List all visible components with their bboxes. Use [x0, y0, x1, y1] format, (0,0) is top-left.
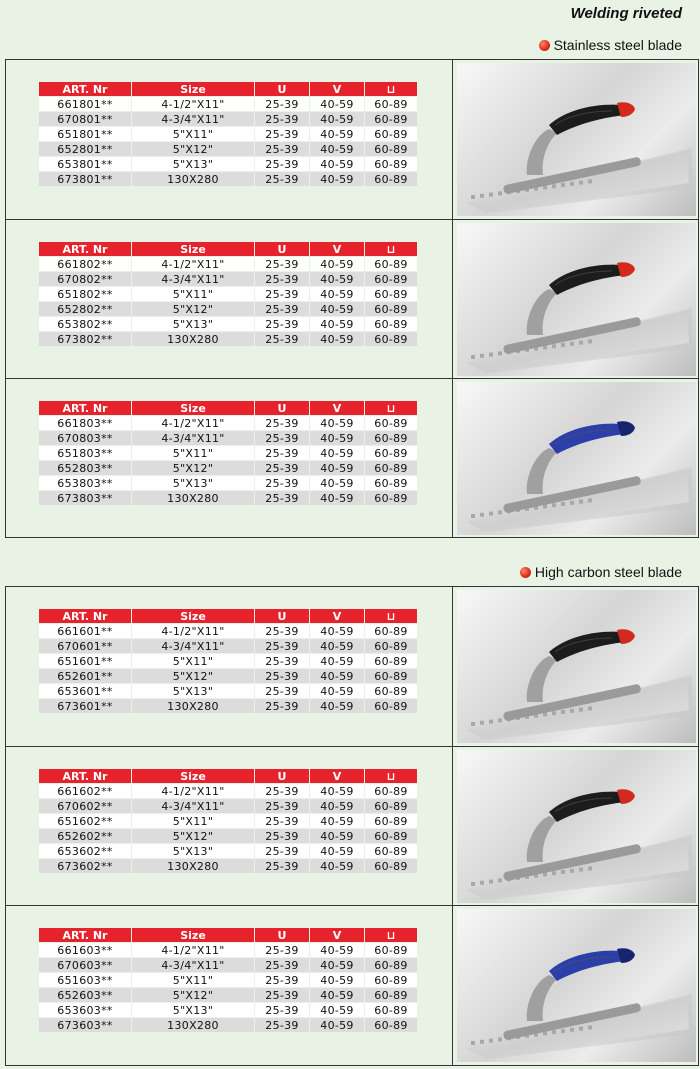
cell-art-nr: 653801**	[39, 157, 132, 172]
cell-w: 60-89	[365, 287, 418, 302]
table-row	[39, 859, 418, 874]
cell-size: 130X280	[132, 1018, 255, 1033]
cell-art-nr: 661801**	[39, 97, 132, 112]
trowel-illustration	[457, 63, 696, 216]
cell-v: 40-59	[310, 476, 365, 491]
table-row	[39, 112, 418, 127]
cell-size: 5"X12"	[132, 461, 255, 476]
column-header-w: ⊔	[365, 609, 418, 624]
cell-v: 40-59	[310, 332, 365, 347]
cell-art-nr: 661803**	[39, 416, 132, 431]
cell-v: 40-59	[310, 97, 365, 112]
trowel-illustration	[457, 382, 696, 535]
cell-v: 40-59	[310, 958, 365, 973]
cell-w: 60-89	[365, 112, 418, 127]
cell-v: 40-59	[310, 112, 365, 127]
cell-art-nr: 651802**	[39, 287, 132, 302]
cell-u: 25-39	[255, 943, 310, 958]
cell-v: 40-59	[310, 624, 365, 639]
table-row	[39, 1018, 418, 1033]
cell-art-nr: 670601**	[39, 639, 132, 654]
product-image	[457, 590, 696, 743]
cell-size: 4-3/4"X11"	[132, 431, 255, 446]
cell-art-nr: 670802**	[39, 272, 132, 287]
cell-size: 4-3/4"X11"	[132, 639, 255, 654]
cell-w: 60-89	[365, 844, 418, 859]
cell-u: 25-39	[255, 431, 310, 446]
cell-u: 25-39	[255, 272, 310, 287]
blade-type-label	[539, 37, 682, 53]
table-row	[39, 461, 418, 476]
cell-size: 5"X12"	[132, 669, 255, 684]
cell-u: 25-39	[255, 654, 310, 669]
cell-u: 25-39	[255, 973, 310, 988]
cell-v: 40-59	[310, 844, 365, 859]
table-row	[39, 654, 418, 669]
cell-size: 4-1/2"X11"	[132, 97, 255, 112]
cell-size: 4-3/4"X11"	[132, 799, 255, 814]
cell-art-nr: 673602**	[39, 859, 132, 874]
cell-v: 40-59	[310, 799, 365, 814]
cell-v: 40-59	[310, 639, 365, 654]
spec-table-area	[6, 906, 453, 1066]
table-row	[39, 157, 418, 172]
cell-w: 60-89	[365, 416, 418, 431]
cell-w: 60-89	[365, 302, 418, 317]
spec-table-area	[6, 220, 453, 379]
table-row	[39, 829, 418, 844]
cell-w: 60-89	[365, 699, 418, 714]
spec-table	[38, 927, 418, 1033]
cell-u: 25-39	[255, 416, 310, 431]
product-row	[6, 219, 698, 379]
column-header-v: V	[310, 242, 365, 257]
cell-size: 5"X13"	[132, 157, 255, 172]
column-header-v: V	[310, 928, 365, 943]
cell-u: 25-39	[255, 958, 310, 973]
cell-u: 25-39	[255, 669, 310, 684]
column-header-v: V	[310, 609, 365, 624]
cell-u: 25-39	[255, 784, 310, 799]
column-header-u: U	[255, 609, 310, 624]
column-header-w: ⊔	[365, 82, 418, 97]
column-header-u: U	[255, 769, 310, 784]
cell-w: 60-89	[365, 476, 418, 491]
cell-u: 25-39	[255, 302, 310, 317]
cell-v: 40-59	[310, 669, 365, 684]
table-row	[39, 684, 418, 699]
cell-size: 130X280	[132, 859, 255, 874]
cell-v: 40-59	[310, 784, 365, 799]
cell-w: 60-89	[365, 943, 418, 958]
table-row	[39, 699, 418, 714]
cell-size: 5"X11"	[132, 127, 255, 142]
cell-art-nr: 651602**	[39, 814, 132, 829]
cell-size: 4-3/4"X11"	[132, 112, 255, 127]
cell-v: 40-59	[310, 814, 365, 829]
cell-w: 60-89	[365, 446, 418, 461]
cell-w: 60-89	[365, 461, 418, 476]
cell-size: 4-1/2"X11"	[132, 624, 255, 639]
cell-u: 25-39	[255, 699, 310, 714]
table-row	[39, 844, 418, 859]
column-header-w: ⊔	[365, 242, 418, 257]
table-row	[39, 127, 418, 142]
cell-w: 60-89	[365, 97, 418, 112]
table-row	[39, 446, 418, 461]
column-header-w: ⊔	[365, 769, 418, 784]
cell-u: 25-39	[255, 257, 310, 272]
cell-size: 5"X11"	[132, 814, 255, 829]
product-row	[6, 905, 698, 1066]
cell-v: 40-59	[310, 829, 365, 844]
trowel-illustration	[457, 750, 696, 903]
cell-u: 25-39	[255, 624, 310, 639]
cell-w: 60-89	[365, 332, 418, 347]
page-title: Welding riveted	[570, 5, 682, 22]
cell-art-nr: 652602**	[39, 829, 132, 844]
column-header-u: U	[255, 82, 310, 97]
table-row	[39, 142, 418, 157]
table-row	[39, 272, 418, 287]
cell-art-nr: 652803**	[39, 461, 132, 476]
cell-v: 40-59	[310, 684, 365, 699]
cell-art-nr: 661802**	[39, 257, 132, 272]
cell-v: 40-59	[310, 157, 365, 172]
cell-u: 25-39	[255, 112, 310, 127]
column-header-size: Size	[132, 82, 255, 97]
cell-art-nr: 670801**	[39, 112, 132, 127]
cell-v: 40-59	[310, 287, 365, 302]
table-header-row	[39, 769, 418, 784]
product-group	[5, 59, 699, 538]
cell-v: 40-59	[310, 943, 365, 958]
column-header-size: Size	[132, 401, 255, 416]
table-row	[39, 1003, 418, 1018]
table-row	[39, 416, 418, 431]
cell-w: 60-89	[365, 859, 418, 874]
blade-type-label	[520, 564, 682, 580]
table-row	[39, 958, 418, 973]
cell-w: 60-89	[365, 988, 418, 1003]
cell-v: 40-59	[310, 127, 365, 142]
cell-w: 60-89	[365, 654, 418, 669]
cell-w: 60-89	[365, 958, 418, 973]
table-header-row	[39, 82, 418, 97]
cell-u: 25-39	[255, 332, 310, 347]
cell-art-nr: 652801**	[39, 142, 132, 157]
cell-art-nr: 653601**	[39, 684, 132, 699]
cell-art-nr: 652603**	[39, 988, 132, 1003]
cell-size: 5"X13"	[132, 317, 255, 332]
cell-w: 60-89	[365, 784, 418, 799]
spec-table	[38, 81, 418, 187]
cell-v: 40-59	[310, 431, 365, 446]
table-row	[39, 784, 418, 799]
cell-size: 5"X13"	[132, 1003, 255, 1018]
table-row	[39, 799, 418, 814]
table-row	[39, 476, 418, 491]
column-header-u: U	[255, 242, 310, 257]
cell-v: 40-59	[310, 446, 365, 461]
cell-v: 40-59	[310, 317, 365, 332]
cell-v: 40-59	[310, 988, 365, 1003]
cell-w: 60-89	[365, 799, 418, 814]
cell-art-nr: 653802**	[39, 317, 132, 332]
column-header-art-nr: ART. Nr	[39, 401, 132, 416]
cell-u: 25-39	[255, 799, 310, 814]
cell-size: 4-1/2"X11"	[132, 416, 255, 431]
cell-art-nr: 673802**	[39, 332, 132, 347]
cell-u: 25-39	[255, 476, 310, 491]
spec-table-area	[6, 587, 453, 746]
column-header-v: V	[310, 82, 365, 97]
bullet-dot-icon	[539, 40, 550, 51]
cell-size: 130X280	[132, 491, 255, 506]
cell-w: 60-89	[365, 257, 418, 272]
table-header-row	[39, 401, 418, 416]
table-row	[39, 302, 418, 317]
table-row	[39, 332, 418, 347]
cell-v: 40-59	[310, 699, 365, 714]
cell-art-nr: 652802**	[39, 302, 132, 317]
column-header-size: Size	[132, 769, 255, 784]
cell-w: 60-89	[365, 272, 418, 287]
cell-u: 25-39	[255, 814, 310, 829]
table-row	[39, 639, 418, 654]
spec-table	[38, 608, 418, 714]
cell-art-nr: 661601**	[39, 624, 132, 639]
cell-size: 5"X11"	[132, 287, 255, 302]
cell-u: 25-39	[255, 988, 310, 1003]
cell-w: 60-89	[365, 624, 418, 639]
column-header-art-nr: ART. Nr	[39, 242, 132, 257]
spec-table-area	[6, 379, 453, 538]
product-image	[457, 909, 696, 1062]
cell-v: 40-59	[310, 654, 365, 669]
bullet-dot-icon	[520, 567, 531, 578]
column-header-art-nr: ART. Nr	[39, 769, 132, 784]
cell-v: 40-59	[310, 172, 365, 187]
cell-size: 5"X13"	[132, 476, 255, 491]
cell-size: 5"X11"	[132, 654, 255, 669]
cell-size: 5"X11"	[132, 446, 255, 461]
cell-size: 5"X12"	[132, 142, 255, 157]
cell-u: 25-39	[255, 157, 310, 172]
column-header-size: Size	[132, 928, 255, 943]
cell-art-nr: 673803**	[39, 491, 132, 506]
cell-size: 5"X13"	[132, 684, 255, 699]
column-header-w: ⊔	[365, 928, 418, 943]
cell-u: 25-39	[255, 844, 310, 859]
cell-u: 25-39	[255, 829, 310, 844]
column-header-size: Size	[132, 609, 255, 624]
product-row	[6, 746, 698, 906]
cell-u: 25-39	[255, 97, 310, 112]
cell-w: 60-89	[365, 172, 418, 187]
blade-type-text: Stainless steel blade	[553, 37, 682, 53]
product-row	[6, 378, 698, 538]
cell-size: 4-1/2"X11"	[132, 784, 255, 799]
cell-size: 4-1/2"X11"	[132, 257, 255, 272]
cell-v: 40-59	[310, 257, 365, 272]
table-header-row	[39, 928, 418, 943]
cell-w: 60-89	[365, 157, 418, 172]
cell-u: 25-39	[255, 461, 310, 476]
table-header-row	[39, 242, 418, 257]
cell-size: 4-1/2"X11"	[132, 943, 255, 958]
trowel-illustration	[457, 223, 696, 376]
table-row	[39, 431, 418, 446]
cell-art-nr: 653603**	[39, 1003, 132, 1018]
cell-v: 40-59	[310, 491, 365, 506]
cell-w: 60-89	[365, 814, 418, 829]
cell-size: 5"X12"	[132, 302, 255, 317]
cell-art-nr: 651803**	[39, 446, 132, 461]
cell-art-nr: 673801**	[39, 172, 132, 187]
table-row	[39, 943, 418, 958]
cell-art-nr: 651601**	[39, 654, 132, 669]
cell-w: 60-89	[365, 491, 418, 506]
cell-art-nr: 652601**	[39, 669, 132, 684]
cell-size: 5"X12"	[132, 829, 255, 844]
product-row	[6, 587, 698, 746]
table-row	[39, 287, 418, 302]
table-row	[39, 317, 418, 332]
trowel-illustration	[457, 909, 696, 1062]
cell-v: 40-59	[310, 1018, 365, 1033]
cell-u: 25-39	[255, 1003, 310, 1018]
cell-u: 25-39	[255, 491, 310, 506]
table-row	[39, 624, 418, 639]
cell-art-nr: 651801**	[39, 127, 132, 142]
column-header-size: Size	[132, 242, 255, 257]
cell-art-nr: 661603**	[39, 943, 132, 958]
cell-u: 25-39	[255, 1018, 310, 1033]
table-row	[39, 172, 418, 187]
column-header-art-nr: ART. Nr	[39, 609, 132, 624]
cell-art-nr: 670602**	[39, 799, 132, 814]
cell-art-nr: 651603**	[39, 973, 132, 988]
cell-w: 60-89	[365, 829, 418, 844]
cell-w: 60-89	[365, 973, 418, 988]
column-header-art-nr: ART. Nr	[39, 928, 132, 943]
product-image	[457, 223, 696, 376]
cell-art-nr: 670603**	[39, 958, 132, 973]
cell-art-nr: 673601**	[39, 699, 132, 714]
column-header-v: V	[310, 769, 365, 784]
table-row	[39, 257, 418, 272]
cell-w: 60-89	[365, 1003, 418, 1018]
cell-w: 60-89	[365, 127, 418, 142]
blade-type-text: High carbon steel blade	[534, 564, 682, 580]
cell-size: 130X280	[132, 332, 255, 347]
cell-u: 25-39	[255, 287, 310, 302]
table-row	[39, 97, 418, 112]
cell-w: 60-89	[365, 431, 418, 446]
column-header-u: U	[255, 401, 310, 416]
table-row	[39, 669, 418, 684]
cell-art-nr: 673603**	[39, 1018, 132, 1033]
spec-table-area	[6, 747, 453, 906]
product-image	[457, 382, 696, 535]
spec-table	[38, 400, 418, 506]
cell-w: 60-89	[365, 317, 418, 332]
cell-v: 40-59	[310, 973, 365, 988]
cell-u: 25-39	[255, 639, 310, 654]
product-image	[457, 750, 696, 903]
cell-u: 25-39	[255, 142, 310, 157]
column-header-w: ⊔	[365, 401, 418, 416]
table-row	[39, 814, 418, 829]
cell-size: 5"X11"	[132, 973, 255, 988]
spec-table	[38, 241, 418, 347]
cell-u: 25-39	[255, 127, 310, 142]
trowel-illustration	[457, 590, 696, 743]
cell-art-nr: 670803**	[39, 431, 132, 446]
product-row	[6, 60, 698, 219]
cell-v: 40-59	[310, 859, 365, 874]
cell-size: 130X280	[132, 699, 255, 714]
cell-size: 5"X13"	[132, 844, 255, 859]
cell-v: 40-59	[310, 142, 365, 157]
product-group	[5, 586, 699, 1066]
cell-w: 60-89	[365, 669, 418, 684]
column-header-u: U	[255, 928, 310, 943]
table-row	[39, 988, 418, 1003]
spec-table	[38, 768, 418, 874]
table-row	[39, 491, 418, 506]
product-image	[457, 63, 696, 216]
cell-u: 25-39	[255, 446, 310, 461]
cell-w: 60-89	[365, 142, 418, 157]
column-header-art-nr: ART. Nr	[39, 82, 132, 97]
cell-v: 40-59	[310, 1003, 365, 1018]
cell-v: 40-59	[310, 302, 365, 317]
cell-w: 60-89	[365, 639, 418, 654]
cell-u: 25-39	[255, 172, 310, 187]
cell-w: 60-89	[365, 684, 418, 699]
cell-size: 130X280	[132, 172, 255, 187]
cell-w: 60-89	[365, 1018, 418, 1033]
cell-art-nr: 653602**	[39, 844, 132, 859]
cell-size: 5"X12"	[132, 988, 255, 1003]
column-header-v: V	[310, 401, 365, 416]
cell-size: 4-3/4"X11"	[132, 958, 255, 973]
cell-v: 40-59	[310, 461, 365, 476]
cell-art-nr: 653803**	[39, 476, 132, 491]
cell-u: 25-39	[255, 317, 310, 332]
cell-v: 40-59	[310, 416, 365, 431]
table-header-row	[39, 609, 418, 624]
spec-table-area	[6, 60, 453, 219]
cell-art-nr: 661602**	[39, 784, 132, 799]
cell-u: 25-39	[255, 859, 310, 874]
table-row	[39, 973, 418, 988]
cell-size: 4-3/4"X11"	[132, 272, 255, 287]
cell-u: 25-39	[255, 684, 310, 699]
cell-v: 40-59	[310, 272, 365, 287]
